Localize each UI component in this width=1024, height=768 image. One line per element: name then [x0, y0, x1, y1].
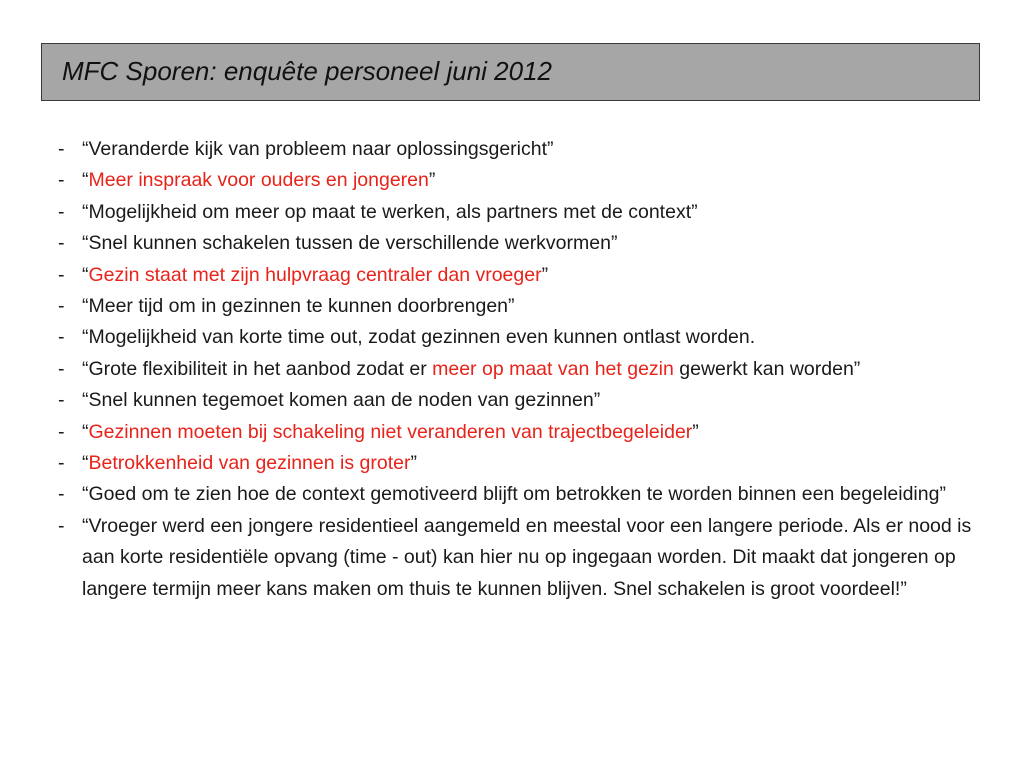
quote-text: “Meer tijd om in gezinnen te kunnen doorbrengen” [82, 295, 515, 318]
quote-item [56, 134, 976, 165]
quote-text: “ [82, 263, 89, 286]
quote-text: “Veranderde kijk van probleem naar oplossingsgericht” [82, 138, 554, 160]
title-banner [41, 43, 980, 101]
quote-highlight-text: Gezinnen moeten bij schakeling niet veranderen van trajectbegeleider [88, 420, 693, 443]
bullet-dash: - [58, 389, 65, 412]
quote-item [56, 354, 976, 385]
quote-highlight-text: Gezin staat met zijn hulpvraag centraler dan vroeger [88, 263, 542, 286]
quote-text: “ [82, 452, 89, 475]
quote-text: ” [692, 420, 699, 443]
bullet-dash: - [58, 483, 65, 506]
quote-item [56, 260, 976, 291]
quote-item [56, 385, 976, 416]
quote-item [56, 417, 976, 448]
quote-text: “Goed om te zien hoe de context gemotiveerd blijft om betrokken te worden binnen een begeleiding” [82, 483, 946, 506]
quote-text: “ [82, 169, 89, 192]
bullet-dash: - [58, 514, 65, 537]
quote-text: ” [428, 169, 436, 192]
slide-title: MFC Sporen: enquête personeel juni 2012 [62, 56, 552, 86]
bullet-dash: - [58, 232, 65, 255]
quote-item [56, 511, 976, 605]
bullet-dash: - [58, 169, 65, 192]
bullet-dash: - [58, 357, 65, 380]
quote-item [56, 479, 976, 510]
quote-text: “Mogelijkheid van korte time out, zodat gezinnen even kunnen ontlast worden. [82, 326, 756, 349]
quote-highlight-text: Betrokkenheid van gezinnen is groter [88, 452, 411, 475]
quote-text: “ [82, 420, 89, 443]
quote-text: gewerkt kan worden” [673, 357, 861, 380]
quote-list [56, 134, 976, 605]
quote-item [56, 228, 976, 259]
quote-text: “Snel kunnen schakelen tussen de verschillende werkvormen” [82, 232, 618, 255]
bullet-dash: - [58, 263, 65, 286]
quote-highlight-text: meer op maat van het gezin [432, 357, 674, 380]
quote-item [56, 197, 976, 228]
quote-item [56, 165, 976, 196]
quote-highlight-text: Meer inspraak voor ouders en jongeren [88, 169, 429, 192]
bullet-dash: - [58, 326, 65, 349]
bullet-dash: - [58, 452, 65, 475]
quote-text: “Mogelijkheid om meer op maat te werken, als partners met de context” [82, 200, 698, 223]
bullet-dash: - [58, 295, 65, 318]
quote-text: “Vroeger werd een jongere residentieel aangemeld en meestal voor een langere periode. Als er nood is aan korte residentiële opvang (time - out) kan hier nu op ingegaan worden. Dit maakt dat jongeren op langere termijn meer kans maken om thuis te kunnen blijven. Snel schakelen is groot voordeel!” [82, 514, 972, 600]
bullet-dash: - [58, 200, 65, 223]
quote-text: ” [410, 452, 417, 475]
quote-item [56, 322, 976, 353]
bullet-dash: - [58, 138, 65, 160]
quote-item [56, 448, 976, 479]
quote-item [56, 291, 976, 322]
quote-text: “Grote flexibiliteit in het aanbod zodat er [82, 357, 433, 380]
quote-text: “Snel kunnen tegemoet komen aan de noden van gezinnen” [82, 389, 601, 412]
bullet-dash: - [58, 420, 65, 443]
quote-text: ” [541, 263, 549, 286]
